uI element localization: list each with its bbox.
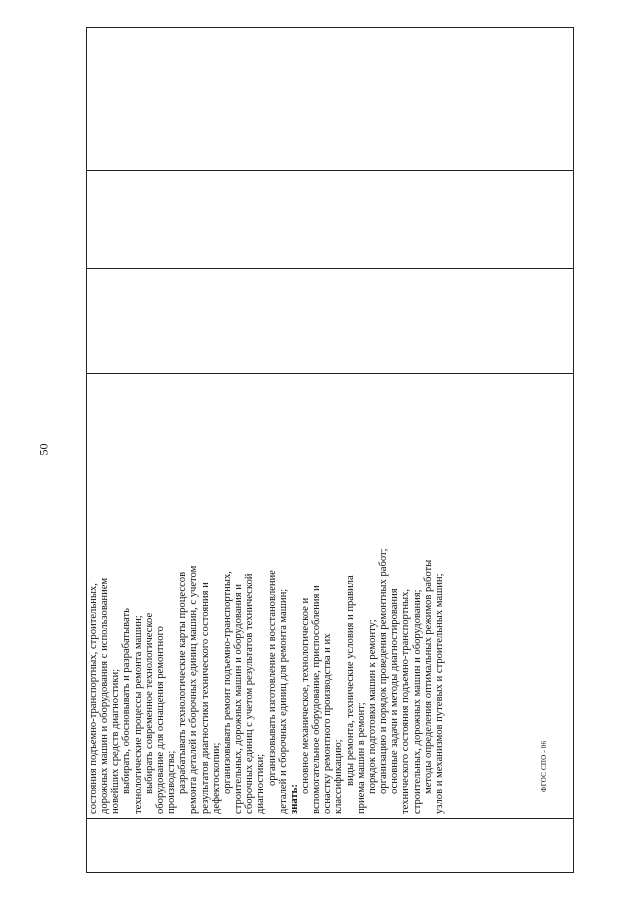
skills-line: разрабатывать технологические карты процессов [177,571,189,794]
skills-line: порядок подготовки машин к ремонту; [366,619,378,794]
skills-line: состояния подъемно-транспортных, строительных, [88,583,99,814]
skills-heading-know: знать: [288,784,300,814]
skills-line: выбирать современное технологическое [143,612,155,794]
page-number: 50 [36,443,51,456]
table-cell-left-margin [87,819,574,873]
skills-text [87,374,445,818]
skills-line: организацию и порядок проведения ремонтных работ; [378,548,390,794]
competency-table [86,27,574,873]
skills-line: основные задачи и методы диагностирования [389,588,401,794]
skills-line: производства; [166,750,178,814]
competency-table-wrapper [86,33,574,873]
skills-line: виды ремонта, технические условия и правила [344,575,356,786]
footer-standard-code: ФГОС СПО - 06 [540,740,548,792]
table-row [87,28,574,873]
skills-line: новейших средств диагностики; [110,668,122,814]
skills-line: оснастку ремонтного производства и их [322,633,334,814]
skills-line: строительных, дорожных машин и оборудования; [411,589,423,814]
skills-line: методы определения оптимальных режимов работы [422,559,434,794]
skills-line: вспомогательное оборудование, приспособления и [311,585,323,814]
skills-line: строительных, дорожных машин и оборудования и [233,584,245,814]
skills-line: ремонта деталей и сборочных единиц машин, с учетом [188,565,200,814]
skills-line: организовывать ремонт подъемно-транспортных, [221,571,233,794]
skills-line: технического состояния подъемно-транспортных, [400,588,412,814]
table-cell-c [87,171,574,269]
skills-line: результатов диагностики технического состояния и [199,582,211,814]
table-cell-skills [87,374,574,819]
skills-line: диагностики; [255,753,267,814]
skills-line: организовывать изготовление и восстановление [266,570,278,786]
skills-line: выбирать, обосновывать и разрабатывать [121,608,133,794]
skills-line: оборудование для оснащения ремонтного [154,626,166,814]
skills-line: дорожных машин и оборудования с использованием [99,577,111,814]
skills-line: сборочных единиц с учетом результатов технической [244,573,256,814]
skills-line: классификацию; [333,739,345,814]
skills-line: деталей и сборочных единиц для ремонта машин; [277,588,289,814]
table-cell-d [87,28,574,171]
skills-line: приема машин в ремонт; [355,702,367,814]
skills-line: дефектоскопии; [210,742,222,814]
skills-line: основное механическое, технологическое и [299,597,311,794]
skills-line: узлов и механизмов путевых и строительных машин; [433,573,445,814]
table-cell-b [87,269,574,374]
skills-line: технологические процессы ремонта машин; [132,615,144,814]
